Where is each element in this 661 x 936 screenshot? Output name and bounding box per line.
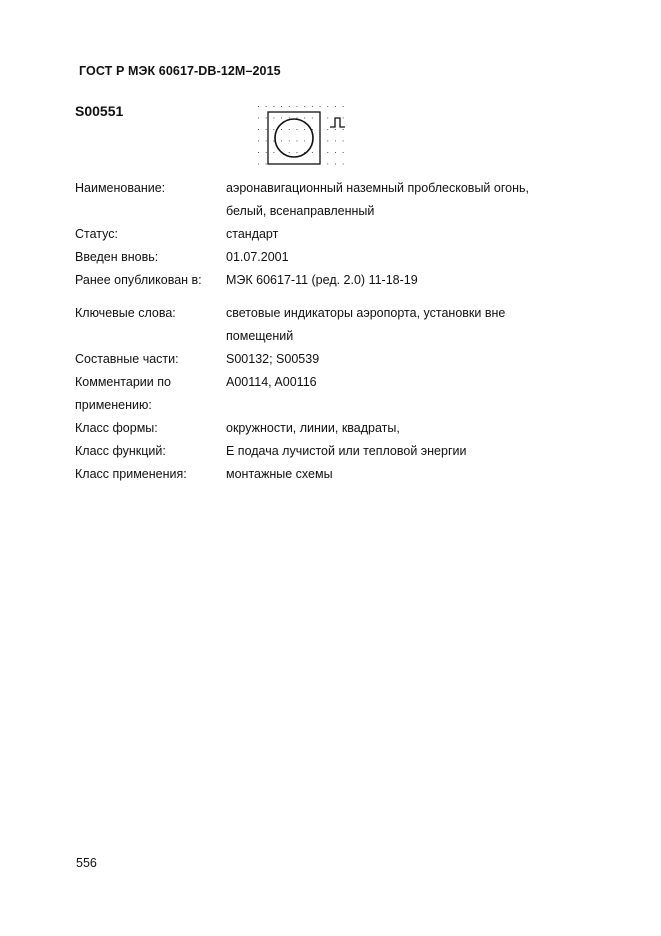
field-value: МЭК 60617-11 (ред. 2.0) 11-18-19 [226, 273, 418, 287]
field-label: Составные части: [75, 352, 179, 366]
grid-dot [327, 118, 328, 119]
field-label: Ключевые слова: [75, 306, 176, 320]
grid-dot [258, 152, 259, 153]
page-number: 556 [76, 856, 97, 870]
grid-dot [343, 118, 344, 119]
field-value: белый, всенаправленный [226, 204, 375, 218]
field-value: световые индикаторы аэропорта, установки вне [226, 306, 506, 320]
field-value: помещений [226, 329, 294, 343]
grid-dot [273, 152, 274, 153]
aeronautical-light-symbol-icon [254, 102, 354, 178]
field-value: A00114, A00116 [226, 375, 317, 389]
grid-dot [312, 106, 313, 107]
grid-dot [273, 106, 274, 107]
grid-dot [327, 152, 328, 153]
grid-dot [258, 164, 259, 165]
grid-dot [266, 152, 267, 153]
grid-dot [312, 152, 313, 153]
grid-dot [266, 164, 267, 165]
grid-dot [266, 106, 267, 107]
field-label: Ранее опубликован в: [75, 273, 202, 287]
grid-dot [281, 118, 282, 119]
grid-dot [258, 106, 259, 107]
grid-dot [335, 129, 336, 130]
field-label: применению: [75, 398, 152, 412]
field-value: E подача лучистой или тепловой энергии [226, 444, 467, 458]
grid-dot [289, 141, 290, 142]
grid-dot [289, 129, 290, 130]
grid-dot [266, 129, 267, 130]
grid-dot [273, 118, 274, 119]
grid-dot [335, 152, 336, 153]
grid-dot [304, 106, 305, 107]
grid-dot [289, 106, 290, 107]
field-value: окружности, линии, квадраты, [226, 421, 400, 435]
grid-dot [327, 164, 328, 165]
grid-dot [312, 129, 313, 130]
grid-dot [335, 106, 336, 107]
field-label: Статус: [75, 227, 118, 241]
grid-dot [289, 118, 290, 119]
field-value: S00132; S00539 [226, 352, 320, 366]
grid-dot [266, 141, 267, 142]
grid-dot [281, 129, 282, 130]
grid-dot [273, 141, 274, 142]
field-label: Класс применения: [75, 467, 187, 481]
field-label: Введен вновь: [75, 250, 159, 264]
grid-dot [343, 129, 344, 130]
grid-dot [335, 164, 336, 165]
grid-dot [289, 152, 290, 153]
grid-dot [258, 118, 259, 119]
grid-dot [297, 141, 298, 142]
grid-dot [343, 152, 344, 153]
field-label: Класс формы: [75, 421, 158, 435]
field-label: Наименование: [75, 181, 166, 195]
grid-dot [297, 118, 298, 119]
grid-dot [258, 129, 259, 130]
grid-dot [304, 118, 305, 119]
grid-dot [304, 129, 305, 130]
grid-dot [281, 106, 282, 107]
field-value: 01.07.2001 [226, 250, 289, 264]
document-header: ГОСТ Р МЭК 60617-DB-12M–2015 [79, 64, 281, 78]
grid-dot [258, 141, 259, 142]
grid-dot [304, 141, 305, 142]
field-label: Класс функций: [75, 444, 166, 458]
field-value: аэронавигационный наземный проблесковый огонь, [226, 181, 529, 195]
grid-dot [281, 141, 282, 142]
grid-dot [327, 141, 328, 142]
grid-dot [327, 106, 328, 107]
grid-dot [335, 141, 336, 142]
grid-dot [297, 152, 298, 153]
grid-dot [273, 129, 274, 130]
field-value: монтажные схемы [226, 467, 333, 481]
grid-dot [327, 129, 328, 130]
grid-dot [343, 106, 344, 107]
field-value: стандарт [226, 227, 279, 241]
field-label: Комментарии по [75, 375, 171, 389]
grid-dot [297, 129, 298, 130]
grid-dot [343, 164, 344, 165]
grid-dot [266, 118, 267, 119]
grid-dot [297, 106, 298, 107]
grid-dot [343, 141, 344, 142]
grid-dot [312, 118, 313, 119]
symbol-code: S00551 [75, 103, 124, 119]
grid-dot [320, 106, 321, 107]
